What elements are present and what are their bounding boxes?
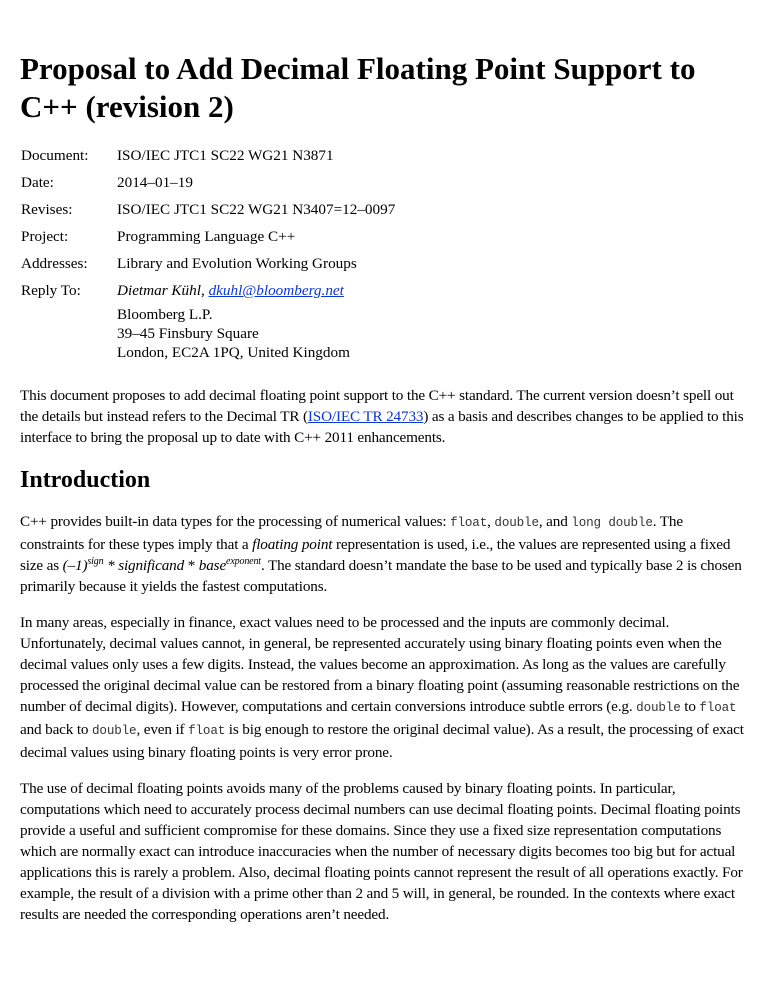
code-long-double: long double — [571, 516, 653, 530]
meta-key: Revises: — [21, 201, 73, 218]
tr-24733-link[interactable]: ISO/IEC TR 24733 — [307, 408, 424, 425]
address-line: 39–45 Finsbury Square — [117, 325, 259, 342]
document-title: Proposal to Add Decimal Floating Point Support to C++ (revision 2) — [20, 51, 696, 124]
meta-key: Date: — [21, 174, 54, 191]
meta-value: Library and Evolution Working Groups — [117, 255, 357, 272]
meta-key: Addresses: — [21, 255, 88, 272]
intro-paragraph-3: The use of decimal floating points avoids many of the problems caused by binary floating points. In particular, computations which need to accurately process decimal numbers can use decimal floating points. Decimal floating points provide a useful and sufficient compromise for these domains. Since they use a fixed size representation computations which are normally exact can introduce inaccuracies when the number of necessary digits becomes too big but for actual applications this is rarely a problem. Also, decimal floating points cannot represent the result of all operations exactly. For example, the result of a division with a prime other than 2 and 5 will, in general, be rounded. In the contexts where exact results are needed the corresponding operations aren’t needed. — [20, 780, 743, 923]
meta-key: Reply To: — [21, 282, 81, 299]
metadata-table — [20, 146, 395, 362]
floating-point-term: floating point — [252, 536, 333, 553]
meta-row-document — [20, 146, 395, 173]
meta-value: 2014–01–19 — [117, 174, 193, 191]
author-name: Dietmar Kühl, — [117, 282, 205, 299]
address-line: Bloomberg L.P. — [117, 306, 213, 323]
meta-value: Programming Language C++ — [117, 228, 296, 245]
intro-paragraph-1: C++ provides built-in data types for the processing of numerical values: float, double, and long double. The constraints for these types imply that a floating point representation is used, i.e., the values are represented using a fixed size as $(-1)^{sign}$ * significand * base$^{exponent}$. The standard doesn’t mandate the base to be used and typically base 2 is chosen primarily because it yields the fastest computations. — [20, 513, 742, 595]
meta-row-reply-to — [20, 281, 395, 362]
code-double: double — [494, 516, 539, 530]
meta-key: Project: — [21, 228, 69, 245]
meta-row-project — [20, 227, 395, 254]
meta-value: ISO/IEC JTC1 SC22 WG21 N3871 — [117, 147, 334, 164]
author-email-link[interactable]: dkuhl@bloomberg.net — [208, 282, 344, 299]
meta-key: Document: — [21, 147, 89, 164]
author-address — [117, 305, 395, 362]
abstract-paragraph: This document proposes to add decimal floating point support to the C++ standard. The current version doesn’t spell out the details but instead refers to the Decimal TR (ISO/IEC TR 24733) as a basis and describes changes to be applied to this interface to bring the proposal up to date with C++ 2011 enhancements. — [20, 387, 744, 446]
meta-value — [117, 281, 395, 362]
code-float: float — [450, 516, 488, 530]
meta-row-date — [20, 173, 395, 200]
address-line: London, EC2A 1PQ, United Kingdom — [117, 344, 350, 361]
meta-row-revises — [20, 200, 395, 227]
intro-paragraph-2: In many areas, especially in finance, exact values need to be processed and the inputs are commonly decimal. Unfortunately, decimal values cannot, in general, be represented accurately using binary floating points even when the decimal values only uses a few digits. Instead, the values become an approximation. As long as the values are carefully processed the original decimal value can be restored from a binary floating point (assuming reasonable restrictions on the number of decimal digits). However, computations and certain conversions introduce subtle errors (e.g. double to float and back to double, even if float is big enough to restore the original decimal value). As a result, the processing of exact decimal values using binary floating points is very error prone. — [20, 614, 744, 761]
introduction-heading: Introduction — [20, 467, 151, 493]
meta-row-addresses — [20, 254, 395, 281]
meta-value: ISO/IEC JTC1 SC22 WG21 N3407=12–0097 — [117, 201, 396, 218]
